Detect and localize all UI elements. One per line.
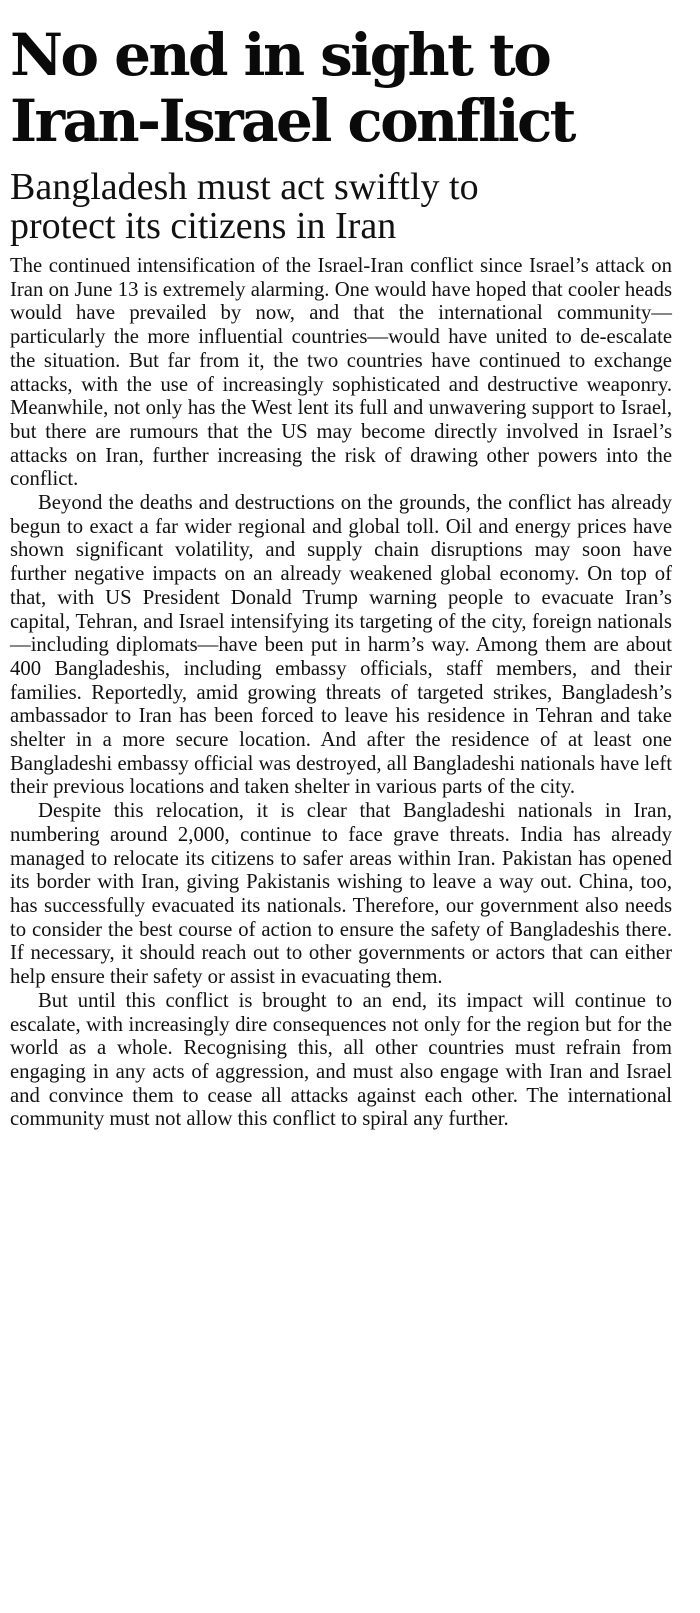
subheadline-line-1: Bangladesh must act swiftly to — [10, 166, 479, 208]
paragraph-2: Beyond the deaths and destructions on the grounds, the conflict has already begun to exact a far wider regional and global toll. Oil and energy prices have shown significant volatility, and supply chain disruptions may soon have further negative impacts on an already weakened global economy. On top of that, with US President Donald Trump warning people to evacuate Iran’s capital, Tehran, and Israel intensifying its targeting of the city, foreign nationals—including diplomats—have been put in harm’s way. Among them are about 400 Bangladeshis, including embassy officials, staff members, and their families. Reportedly, amid growing threats of targeted strikes, Bangladesh’s ambassador to Iran has been forced to leave his residence in Tehran and take shelter in a more secure location. And after the residence of at least one Bangladeshi embassy official was destroyed, all Bangladeshi nationals have left their previous locations and taken shelter in various parts of the city. — [10, 492, 672, 799]
headline-line-2: Iran-Israel conflict — [10, 87, 574, 155]
paragraph-3: Despite this relocation, it is clear that Bangladeshi nationals in Iran, numbering around 2,000, continue to face grave threats. India has already managed to relocate its citizens to safer areas within Iran. Pakistan has opened its border with Iran, giving Pakistanis wishing to leave a way out. China, too, has successfully evacuated its nationals. Therefore, our government also needs to consider the best course of action to ensure the safety of Bangladeshis there. If necessary, it should reach out to other governments or actors that can either help ensure their safety or assist in evacuating them. — [10, 800, 672, 989]
editorial-article — [10, 22, 672, 1132]
subheadline — [10, 168, 672, 246]
headline-line-1: No end in sight to — [10, 21, 550, 89]
subheadline-line-2: protect its citizens in Iran — [10, 205, 397, 247]
paragraph-1: The continued intensification of the Israel-Iran conflict since Israel’s attack on Iran on June 13 is extremely alarming. One would have hoped that cooler heads would have prevailed by now, and that the international community—particularly the more influential countries—would have united to de-escalate the situation. But far from it, the two countries have continued to exchange attacks, with the use of increasingly sophisticated and destructive weaponry. Meanwhile, not only has the West lent its full and unwavering support to Israel, but there are rumours that the US may become directly involved in Israel’s attacks on Iran, further increasing the risk of drawing other powers into the conflict. — [10, 255, 672, 491]
paragraph-4: But until this conflict is brought to an end, its impact will continue to escalate, with increasingly dire consequences not only for the region but for the world as a whole. Recognising this, all other countries must refrain from engaging in any acts of aggression, and must also engage with Iran and Israel and convince them to cease all attacks against each other. The international community must not allow this conflict to spiral any further. — [10, 989, 672, 1131]
article-body — [10, 255, 672, 1132]
headline — [10, 22, 672, 154]
